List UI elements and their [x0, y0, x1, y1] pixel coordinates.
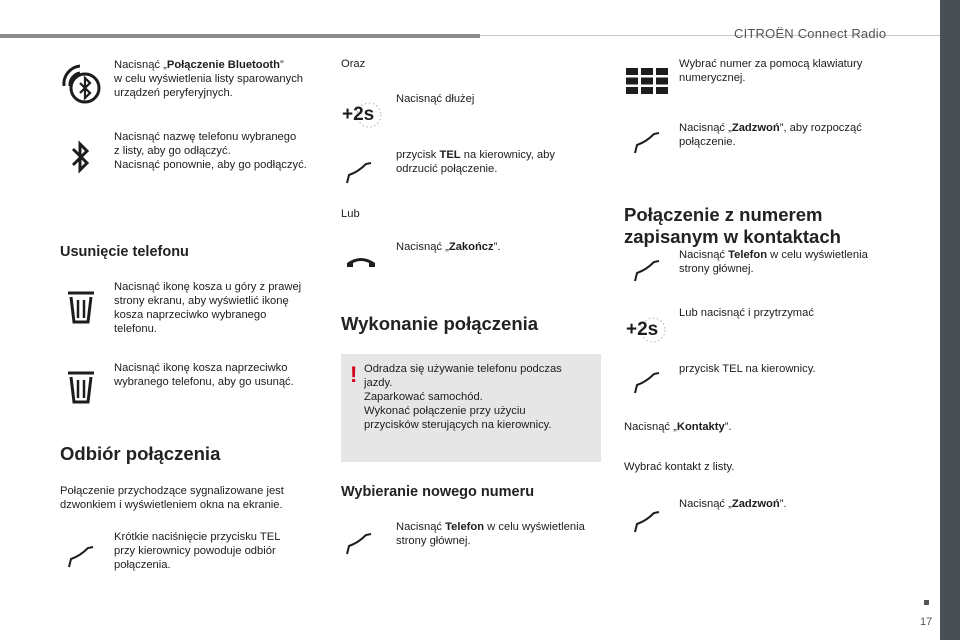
header-bar — [0, 34, 480, 38]
warning-text: Odradza się używanie telefonu podczas jazdy. Zaparkować samochód. Wykonać połączenie przy użyciu przycisków sterujących na kierownicy. — [364, 363, 562, 431]
phone-handset-icon — [632, 370, 662, 396]
bluetooth-signal-icon — [58, 60, 104, 106]
hang-up-icon — [344, 252, 378, 270]
phone-handset-icon — [66, 544, 96, 570]
trash-delete-text: Nacisnąć ikonę kosza naprzeciwko wybranego telefonu, aby go usunąć. — [114, 362, 294, 388]
heading-call-contact: Połączenie z numerem zapisanym w kontaktach — [624, 204, 841, 247]
call-start-text: Nacisnąć „Zadzwoń”, aby rozpocząć połączenie. — [679, 122, 862, 148]
tel-answer-text: Krótkie naciśnięcie przycisku TEL przy kierownicy powoduje odbiór połączenia. — [114, 531, 281, 571]
page-bullet — [924, 600, 929, 605]
keypad-icon — [626, 68, 668, 94]
contacts-text: Nacisnąć „Kontakty”. — [624, 421, 732, 433]
hold-label: +2s — [626, 319, 659, 340]
trash-icon — [66, 370, 96, 404]
bt-connection-text: Nacisnąć „Połączenie Bluetooth” w celu wyświetlenia listy sparowanych urządzeń peryferyjnych. — [114, 59, 304, 99]
choose-contact-text: Wybrać kontakt z listy. — [624, 461, 735, 473]
keypad-text: Wybrać numer za pomocą klawiatury numerycznej. — [679, 58, 863, 84]
heading-dial-new-number: Wybieranie nowego numeru — [341, 484, 535, 500]
warning-icon: ! — [350, 362, 358, 387]
oraz-label: Oraz — [341, 58, 366, 70]
phone-handset-icon — [344, 160, 374, 186]
heading-make-call: Wykonanie połączenia — [341, 313, 539, 334]
lub-label: Lub — [341, 208, 360, 220]
phone-handset-icon — [344, 531, 374, 557]
bluetooth-icon — [70, 140, 92, 174]
phone-handset-icon — [632, 509, 662, 535]
hold-2s-icon — [624, 315, 670, 345]
phone-home-text: Nacisnąć Telefon w celu wyświetlenia strony głównej. — [396, 521, 585, 547]
bt-phone-text: Nacisnąć nazwę telefonu wybranego z listy, aby go odłączyć. Nacisnąć ponownie, aby go podłączyć. — [114, 131, 307, 171]
tel-wheel-text: przycisk TEL na kierownicy. — [679, 363, 816, 375]
manual-title: CITROËN Connect Radio — [734, 26, 887, 41]
hold-2s-icon — [340, 100, 386, 130]
hold-label: +2s — [342, 104, 375, 125]
phone-handset-icon — [632, 130, 662, 156]
press-hold-text: Lub nacisnąć i przytrzymać — [679, 307, 814, 319]
phone-home-text-2: Nacisnąć Telefon w celu wyświetlenia strony głównej. — [679, 249, 868, 275]
phone-handset-icon — [632, 258, 662, 284]
call-contact-text: Nacisnąć „Zadzwoń”. — [679, 498, 787, 510]
tel-reject-text: przycisk TEL na kierownicy, aby odrzucić połączenie. — [396, 149, 555, 175]
heading-answer-call: Odbiór połączenia — [60, 443, 221, 464]
trash-top-text: Nacisnąć ikonę kosza u góry z prawej strony ekranu, aby wyświetlić ikonę kosza naprzeciwko wybranego telefonu. — [114, 281, 302, 335]
press-longer-text: Nacisnąć dłużej — [396, 93, 475, 105]
incoming-call-text: Połączenie przychodzące sygnalizowane jest dzwonkiem i wyświetleniem okna na ekranie. — [60, 485, 284, 511]
heading-remove-phone: Usunięcie telefonu — [60, 244, 189, 260]
end-call-text: Nacisnąć „Zakończ”. — [396, 241, 501, 253]
side-tab — [940, 0, 960, 640]
page-number: 17 — [920, 616, 933, 628]
trash-icon — [66, 290, 96, 324]
